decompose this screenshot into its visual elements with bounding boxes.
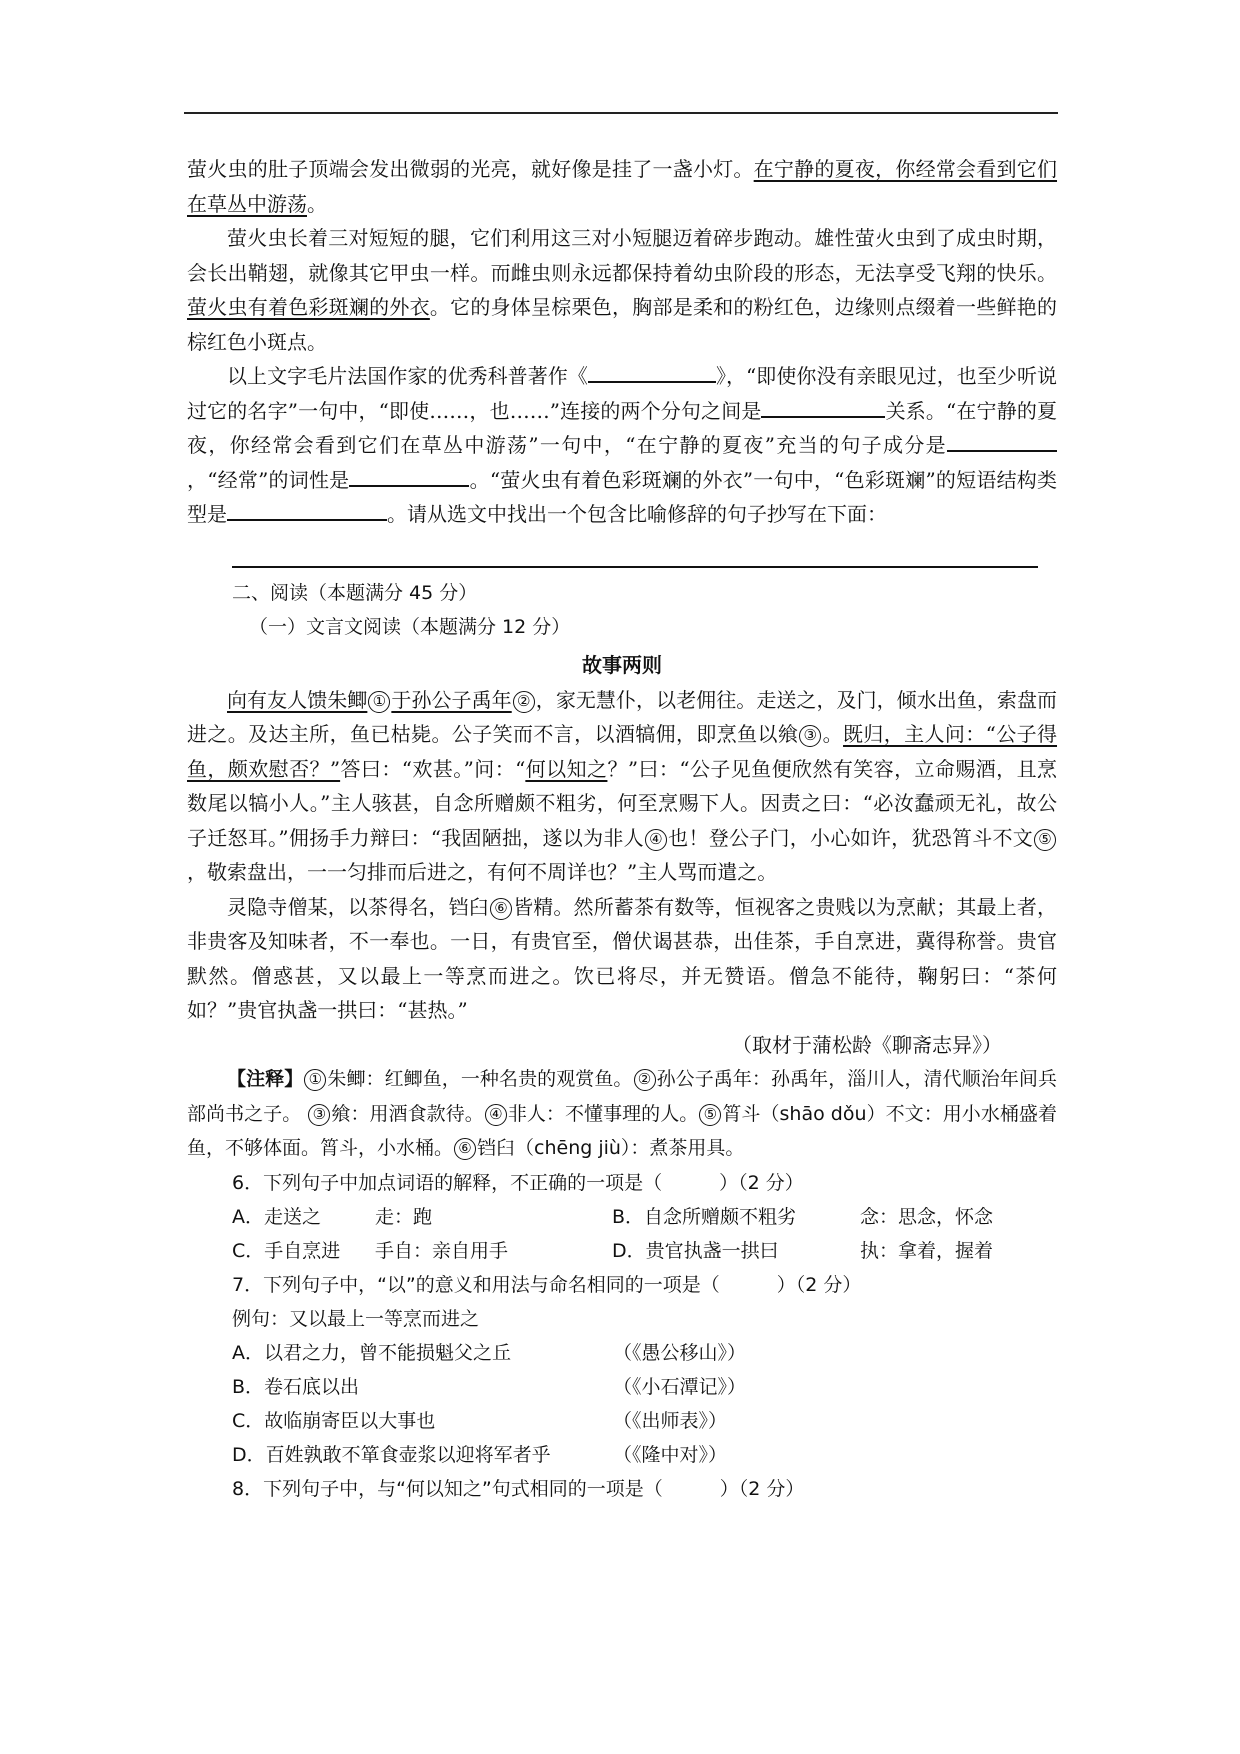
story-paragraph-1 (187, 683, 1057, 890)
question-7-option-b-row (187, 1370, 1057, 1404)
note-marker: ⑥ (454, 1138, 476, 1160)
answer-blank-phrase-structure[interactable] (227, 499, 387, 521)
option-d-meaning: 执：拿着，握着 (860, 1239, 994, 1262)
note-text: 铛臼（chēng jiù）：煮茶用具。 (477, 1137, 745, 1159)
passage-paragraph-2 (187, 221, 1057, 359)
note-marker: ② (634, 1069, 656, 1091)
answer-blank-relation[interactable] (761, 396, 885, 418)
note-marker: ④ (485, 1104, 507, 1126)
underlined-sentence: 既归，主人问：“公子得鱼，颇欢慰否？” (187, 722, 1058, 781)
underlined-sentence (227, 688, 512, 712)
story-paragraph-2 (187, 890, 1057, 1028)
section-heading: 二、阅读（本题满分 45 分） (232, 581, 478, 604)
note-marker: ⑥ (490, 898, 512, 920)
question-text: 。请从选文中找出一个包含比喻修辞的句子抄写在下面： (387, 502, 887, 526)
note-text: 朱鲫：红鲫鱼，一种名贵的观赏鱼。 (327, 1068, 633, 1090)
question-text: 》，“即使你没有亲眼见过，也至少听说过它的名字”一句中，“即使……，也……”连接的两个分句之间是 (187, 364, 1057, 423)
underlined-phrase: 何以知之 (525, 756, 608, 781)
note-text: 筲斗（shāo dǒu）不文：用小水桶盛着鱼，不够体面。筲斗，小水桶。 (187, 1102, 1057, 1159)
story-text: 也！登公子门，小心如许，犹恐筲斗不文 (667, 825, 1034, 850)
question-text: 关系。“在宁静的夏夜，你经常会看到它们在草丛中游荡”一句中，“在宁静的夏夜”充当的句子成分是 (187, 398, 1057, 457)
story-text: 于孙公子禹年 (391, 687, 512, 712)
question-7-stem: 7．下列句子中，“以”的意义和用法与命名相同的一项是（ ）（2 分） (232, 1273, 862, 1296)
story-text: 灵隐寺僧某，以茶得名，铛臼 (227, 894, 489, 919)
option-b-source: （《小石潭记》） (613, 1375, 747, 1398)
subsection-heading: （一）文言文阅读（本题满分 12 分） (249, 616, 571, 638)
exam-page (187, 152, 1057, 1506)
option-d-source: （《隆中对》） (613, 1443, 728, 1466)
option-b-meaning: 念：思念，怀念 (860, 1205, 994, 1228)
story-text: 。 (822, 722, 844, 746)
note-marker: ③ (308, 1104, 330, 1126)
question-6-options-row-2 (187, 1234, 1057, 1268)
option-c-meaning: 手自：亲自用手 (375, 1239, 509, 1262)
story-text: ，家无慧仆，以老佣往。走送之，及门，倾水出鱼，索盘而进之。及达主所，鱼已枯毙。公子笑而不言，以酒犒佣，即烹鱼以飨 (187, 687, 1058, 746)
question-text: 。“萤火虫有着色彩斑斓的外衣”一句中，“色彩斑斓”的短语结构类型是 (187, 467, 1058, 526)
passage-paragraph-1 (187, 152, 1057, 221)
option-a-source: （《愚公移山》） (613, 1341, 747, 1364)
passage-title: 故事两则 (582, 652, 662, 677)
header-rule (184, 112, 1058, 114)
question-7-option-a-row (187, 1336, 1057, 1370)
note-marker: ① (368, 691, 390, 713)
note-text: 非人：不懂事理的人。 (507, 1102, 699, 1125)
note-marker: ① (304, 1069, 326, 1091)
passage-text: 。它的身体呈棕栗色，胸部是柔和的粉红色，边缘则点缀着一些鲜艳的棕红色小斑点。 (187, 295, 1058, 354)
note-marker: ⑤ (699, 1104, 721, 1126)
option-b[interactable]: B．自念所赠颇不粗劣 (612, 1205, 797, 1228)
note-marker: ④ (645, 829, 667, 851)
passage-text: 。 (307, 191, 327, 216)
story-text: ？”曰：“公子见鱼便欣然有笑容，立命赐酒，且烹数尾以犒小人。”主人骇甚，自念所赠颇不粗劣，何至烹赐下人。因责之曰：“必汝蠢顽无礼，故公子迁怒耳。”佣扬手力辩曰：“我固陋拙，遂以为非人 (187, 756, 1057, 850)
option-c[interactable]: C．故临崩寄臣以大事也 (232, 1409, 436, 1432)
answer-blank-sentence-component[interactable] (947, 430, 1057, 452)
question-7-option-d-row (187, 1438, 1057, 1472)
passage-text: 萤火虫长着三对短短的腿，它们利用这三对小短腿迈着碎步跑动。雄性萤火虫到了成虫时期，会长出鞘翅，就像其它甲虫一样。而雌虫则永远都保持着幼虫阶段的形态，无法享受飞翔的快乐。 (187, 226, 1057, 285)
story-text: ，敬索盘出，一一匀排而后进之，有何不周详也？”主人骂而遣之。 (187, 860, 778, 884)
note-marker: ③ (799, 725, 821, 747)
note-marker: ⑤ (1034, 829, 1056, 851)
option-d[interactable]: D．百姓孰敢不箪食壶浆以迎将军者乎 (232, 1443, 551, 1466)
answer-blank-book-title[interactable] (588, 361, 716, 383)
answer-line-metaphor[interactable] (232, 566, 1038, 568)
note-text: 飨：用酒食款待。 (331, 1102, 484, 1125)
story-text: 答曰：“欢甚。”问：“ (340, 756, 526, 781)
passage-text: 萤火虫的肚子顶端会发出微弱的光亮，就好像是挂了一盏小灯。 (187, 157, 754, 181)
question-8-stem: 8．下列句子中，与“何以知之”句式相同的一项是（ ）（2 分） (232, 1477, 805, 1500)
question-7-option-c-row (187, 1404, 1057, 1438)
answer-blank-part-of-speech[interactable] (349, 465, 469, 487)
option-a[interactable]: A．以君之力，曾不能损魁父之丘 (232, 1341, 511, 1364)
option-d[interactable]: D．贵官执盏一拱曰 (612, 1239, 779, 1262)
question-5 (187, 359, 1057, 532)
underlined-sentence: 在宁静的夏夜，你经常会看到它们在草丛中游荡 (187, 157, 1058, 216)
story-text: 皆精。然所蓄茶有数等，恒视客之贵贱以为烹献；其最上者，非贵客及知味者，不一奉也。一日，有贵官至，僧伏谒甚恭，出佳茶，手自烹进，冀得称誉。贵官默然。僧惑甚，又以最上一等烹而进之。饮已将尽，并无赞语。僧急不能待，鞠躬曰：“茶何如？”贵官执盏一拱曰：“甚热。” (187, 894, 1058, 1022)
option-b[interactable]: B．卷石底以出 (232, 1375, 360, 1398)
story-text: 向有友人馈朱鲫 (227, 687, 368, 712)
note-text: 孙公子禹年：孙禹年，淄川人，清代顺治年间兵部尚书之子。 (187, 1068, 1057, 1125)
underlined-sentence: 萤火虫有着色彩斑斓的外衣 (187, 295, 430, 319)
question-6-options-row-1 (187, 1200, 1057, 1234)
notes-label: 【注释】 (227, 1068, 304, 1090)
note-marker: ② (513, 691, 535, 713)
source-citation: （取材于蒲松龄《聊斋志异》） (732, 1032, 1002, 1057)
notes (187, 1062, 1057, 1166)
question-text: 以上文字毛片法国作家的优秀科普著作《 (227, 364, 588, 388)
option-a[interactable]: A．走送之 (232, 1205, 321, 1228)
question-7-example: 例句：又以最上一等烹而进之 (232, 1307, 480, 1330)
option-a-meaning: 走：跑 (375, 1205, 433, 1228)
question-text: ，“经常”的词性是 (187, 467, 350, 492)
option-c[interactable]: C．手自烹进 (232, 1239, 341, 1262)
question-6-stem: 6．下列句子中加点词语的解释，不正确的一项是（ ）（2 分） (232, 1171, 804, 1194)
option-c-source: （《出师表》） (613, 1409, 728, 1432)
